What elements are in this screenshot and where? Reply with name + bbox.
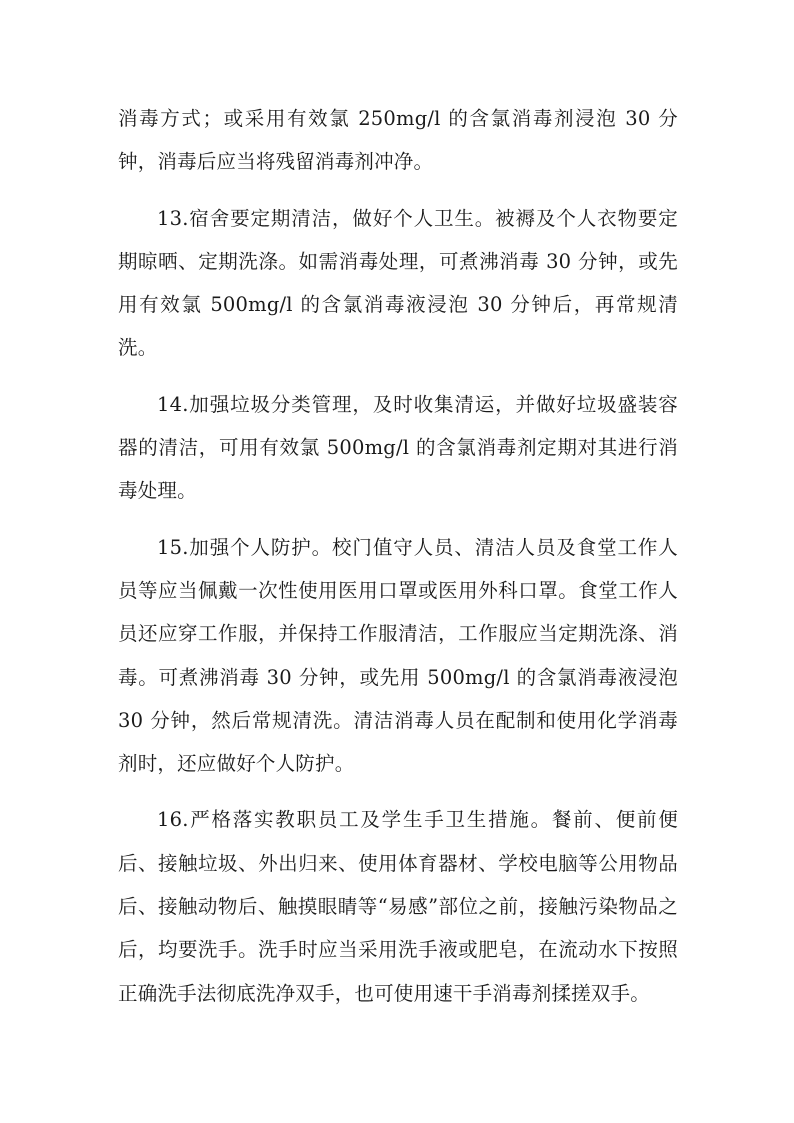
paragraph-16: 16.严格落实教职员工及学生手卫生措施。餐前、便前便后、接触垃圾、外出归来、使用体育器材、学校电脑等公用物品后、接触动物后、触摸眼睛等“易感”部位之前，接触污染物品之后，均要洗手。洗手时应当采用洗手液或肥皂，在流动水下按照正确洗手法彻底洗净双手，也可使用速干手消毒剂揉搓双手。 [118,808,678,1005]
paragraph-13: 13.宿舍要定期清洁，做好个人卫生。被褥及个人衣物要定期晾晒、定期洗涤。如需消毒处理，可煮沸消毒 30 分钟，或先用有效氯 500mg/l 的含氯消毒液浸泡 30 分钟后，再常规清洗。 [118,206,678,360]
paragraph-15: 15.加强个人防护。校门值守人员、清洁人员及食堂工作人员等应当佩戴一次性使用医用口罩或医用外科口罩。食堂工作人员还应穿工作服，并保持工作服清洁，工作服应当定期洗涤、消毒。可煮沸消毒 30 分钟，或先用 500mg/l 的含氯消毒液浸泡 30 分钟，然后常规清洗。清洁消毒人员在配制和使用化学消毒剂时，还应做好个人防护。 [118,535,678,776]
paragraph-12-continuation: 消毒方式；或采用有效氯 250mg/l 的含氯消毒剂浸泡 30 分钟，消毒后应当将残留消毒剂冲净。 [118,107,678,174]
document-body [118,97,678,1028]
paragraph-14: 14.加强垃圾分类管理，及时收集清运，并做好垃圾盛装容器的清洁，可用有效氯 500mg/l 的含氯消毒剂定期对其进行消毒处理。 [118,392,678,503]
